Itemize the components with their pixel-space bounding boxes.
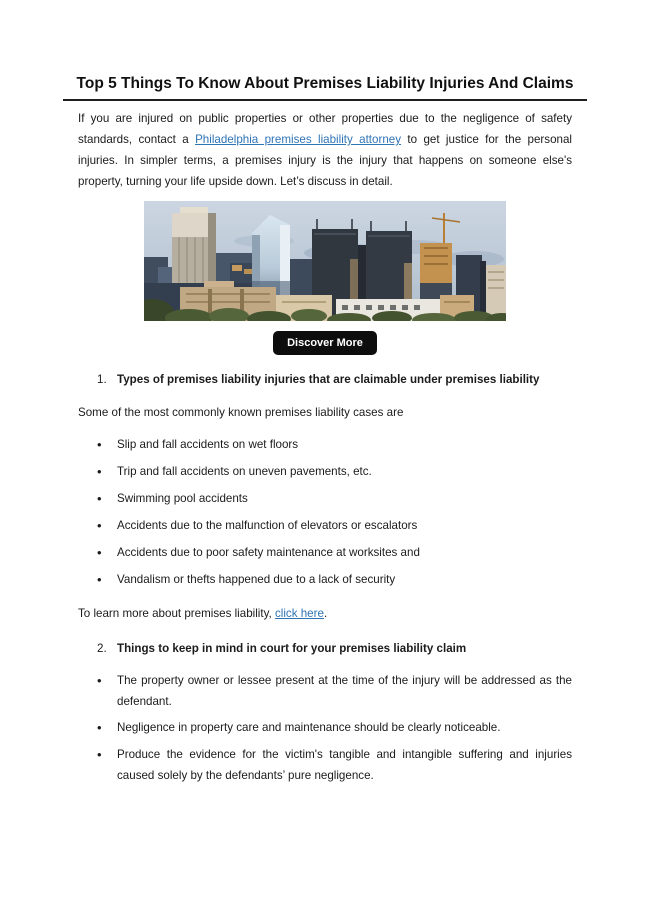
page-title: Top 5 Things To Know About Premises Liability Injuries And Claims xyxy=(76,75,574,92)
bullet-text: Accidents due to poor safety maintenance at worksites and xyxy=(117,546,420,559)
section1-number: 1. xyxy=(97,373,107,386)
section1-heading xyxy=(97,369,572,390)
list-item xyxy=(97,717,572,739)
learn-more-text-before: To learn more about premises liability, xyxy=(78,607,275,620)
list-item xyxy=(97,515,572,537)
intro-text-before: If you are injured on public properties or other properties due to the negligence of safety standards, contact a xyxy=(78,112,572,146)
section2-heading-text: Things to keep in mind in court for your premises liability claim xyxy=(117,642,467,655)
list-item xyxy=(97,434,572,456)
section1-heading-text: Types of premises liability injuries that are claimable under premises liability xyxy=(117,373,540,386)
section2-number: 2. xyxy=(97,642,107,655)
learn-more-line xyxy=(78,603,572,624)
bullet-icon xyxy=(97,461,117,483)
bullet-text: Trip and fall accidents on uneven pavements, etc. xyxy=(117,465,372,478)
bullet-text: Slip and fall accidents on wet floors xyxy=(117,438,299,451)
learn-more-text-after: . xyxy=(323,607,328,620)
intro-text-after: to get justice for the personal injuries. In simpler terms, a premises injury is the injury that happens on someone else's property, turning your life upside down. Let’s discuss in detail. xyxy=(78,133,572,188)
bullet-text: Accidents due to the malfunction of elevators or escalators xyxy=(117,519,418,532)
list-item xyxy=(97,569,572,591)
document-header xyxy=(63,74,587,101)
list-item xyxy=(97,461,572,483)
bullet-icon xyxy=(97,744,117,786)
bullet-icon xyxy=(97,670,117,712)
section2-bullet-list xyxy=(97,670,572,786)
click-here-link[interactable]: click here xyxy=(274,607,324,620)
bullet-text: Negligence in property care and maintenance should be clearly noticeable. xyxy=(117,721,501,734)
bullet-icon xyxy=(97,515,117,537)
bullet-text: Swimming pool accidents xyxy=(117,492,248,505)
discover-more-button[interactable]: Discover More xyxy=(273,331,377,355)
city-skyline-photo xyxy=(144,201,506,321)
section1-bullet-list xyxy=(97,434,572,591)
list-item xyxy=(97,744,572,786)
bullet-text: The property owner or lessee present at the time of the injury will be addressed as the defendant. xyxy=(117,674,572,708)
section1-lead: Some of the most commonly known premises liability cases are xyxy=(78,406,404,419)
intro-paragraph xyxy=(78,108,572,192)
bullet-icon xyxy=(97,542,117,564)
bullet-text: Vandalism or thefts happened due to a lack of security xyxy=(117,573,396,586)
bullet-icon xyxy=(97,569,117,591)
button-row xyxy=(63,331,587,355)
premises-attorney-link[interactable]: Philadelphia premises liability attorney xyxy=(195,133,402,146)
list-item xyxy=(97,542,572,564)
bullet-icon xyxy=(97,434,117,456)
list-item xyxy=(97,670,572,712)
section2-heading xyxy=(97,638,572,659)
bullet-text: Produce the evidence for the victim's tangible and intangible suffering and injuries caused solely by the defendants’ pure negligence. xyxy=(117,748,572,782)
bullet-icon xyxy=(97,488,117,510)
list-item xyxy=(97,488,572,510)
city-skyline-illustration xyxy=(144,201,506,321)
bullet-icon xyxy=(97,717,117,739)
